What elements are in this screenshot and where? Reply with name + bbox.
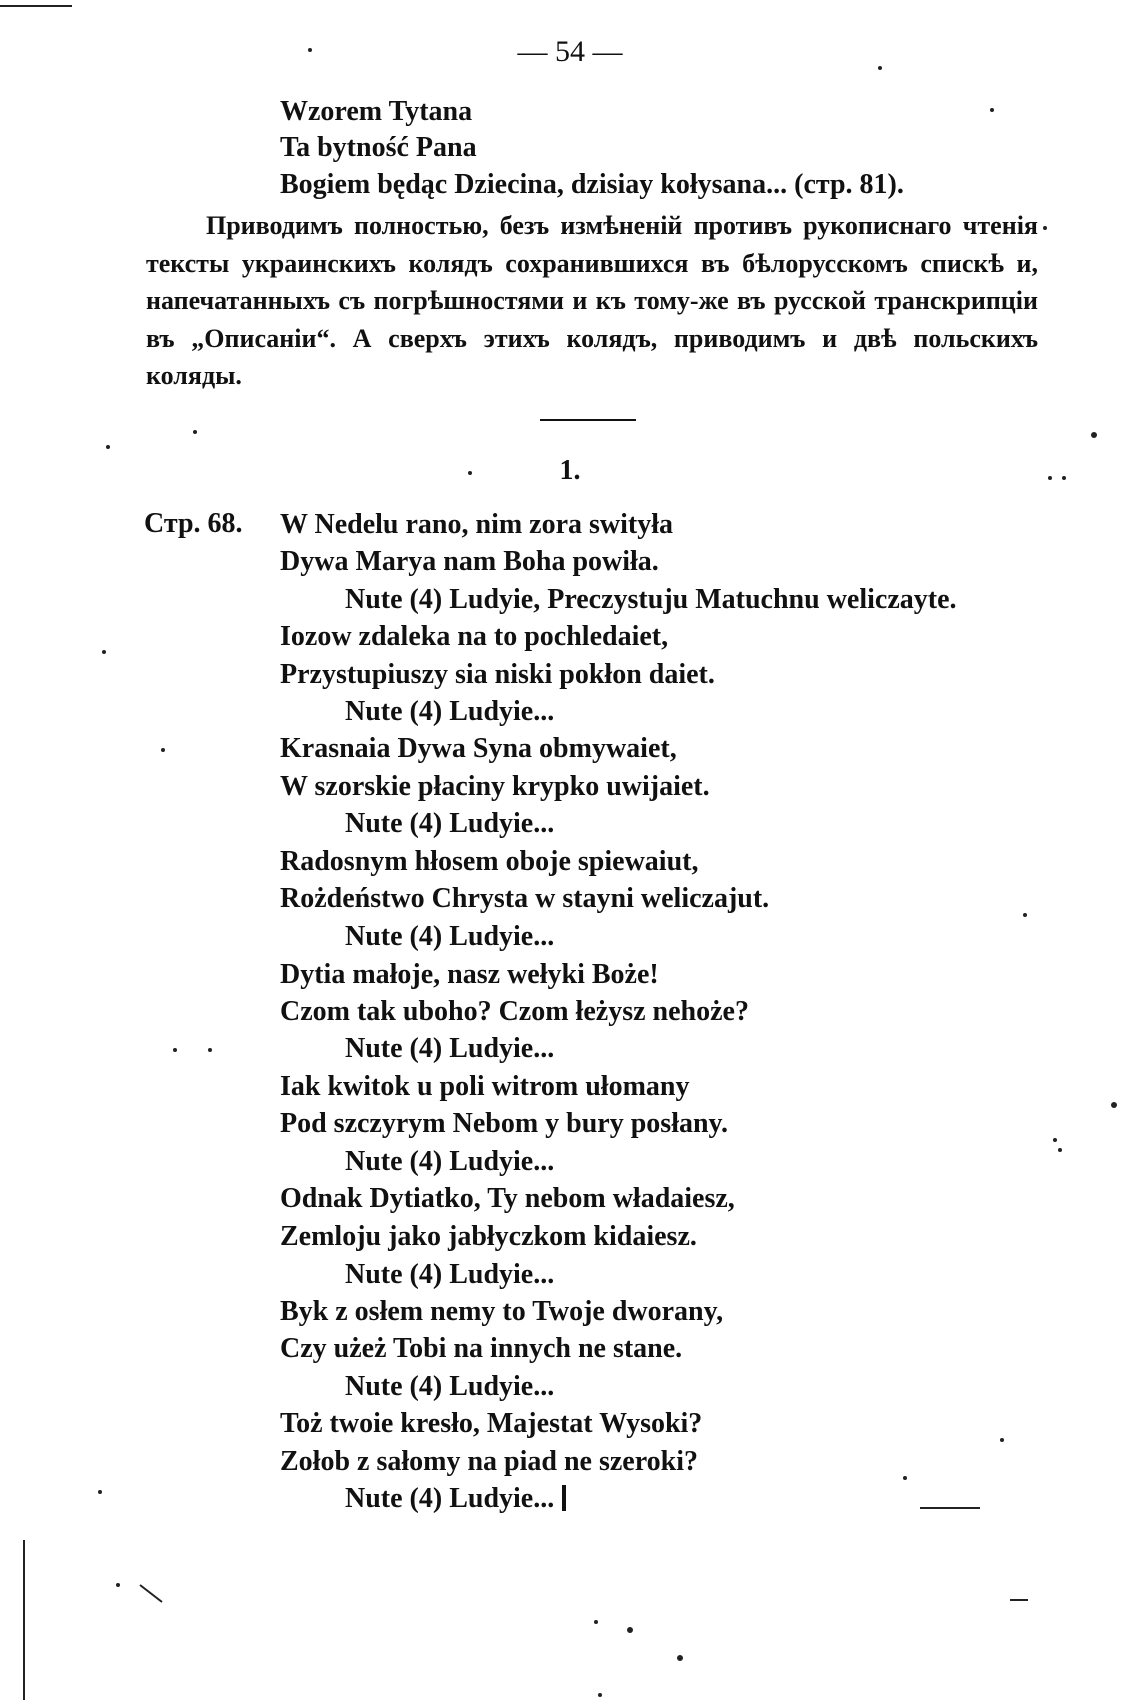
- carol-line: Przystupiuszy sia niski pokłon daiet.: [280, 659, 715, 690]
- carol-refrain: Nute (4) Ludyie, Preczystuju Matuchnu weliczayte.: [345, 584, 957, 615]
- carol-line: W szorskie płaciny krypko uwijaiet.: [280, 771, 710, 802]
- carol-line: Radosnym hłosem oboje spiewaiut,: [280, 846, 699, 877]
- carol-refrain-text: Nute (4) Ludyie...: [345, 1483, 555, 1514]
- intro-verse-line: Wzorem Tytana: [280, 96, 473, 127]
- page-number: — 54 —: [517, 35, 623, 68]
- carol-refrain: Nute (4) Ludyie...: [345, 696, 555, 727]
- carol-line: Toż twoie kresło, Majestat Wysoki?: [280, 1408, 703, 1439]
- carol-line: Rożdeństwo Chrysta w stayni weliczajut.: [280, 883, 770, 914]
- carol-refrain: Nute (4) Ludyie...: [345, 921, 555, 952]
- carol-line: Odnak Dytiatko, Ty nebom władaiesz,: [280, 1183, 735, 1214]
- carol-refrain: Nute (4) Ludyie...: [345, 808, 555, 839]
- carol-line: Pod szczyrym Nebom y bury posłany.: [280, 1108, 728, 1139]
- carol-refrain: Nute (4) Ludyie...: [345, 1259, 555, 1290]
- carol-refrain: Nute (4) Ludyie...: [345, 1146, 555, 1177]
- carol-refrain: Nute (4) Ludyie...: [345, 1033, 555, 1064]
- carol-refrain: Nute (4) Ludyie...: [345, 1371, 555, 1402]
- carol-line: Iak kwitok u poli witrom ułomany: [280, 1071, 690, 1102]
- carol-line: Dytia małoje, nasz wełyki Boże!: [280, 959, 659, 990]
- carol-line: Iozow zdaleka na to pochledaiet,: [280, 621, 669, 652]
- carol-line: Zołob z sałomy na piad ne szeroki?: [280, 1446, 698, 1477]
- carol-line: W Nedelu rano, nim zora swityła: [280, 509, 674, 540]
- intro-verse-line: Ta bytność Pana: [280, 132, 477, 163]
- intro-verse-line: Bogiem będąc Dziecina, dzisiay kołysana... (стр. 81).: [280, 169, 904, 200]
- paragraph-text: Приводимъ полностью, безъ измѣненій противъ рукописнаго чтенія тексты украинскихъ колядъ сохранившихся въ бѣлорусскомъ спискѣ и, напечатанныхъ съ погрѣшностями и къ тому-же въ русской транскрипціи въ „Описаніи“. А сверхъ этихъ колядъ, приводимъ и двѣ польскихъ коляды.: [146, 211, 1038, 390]
- carol-line: Czom tak uboho? Czom łeżysz nehoże?: [280, 996, 749, 1027]
- page-reference: Стр. 68.: [144, 508, 243, 539]
- section-number: 1.: [559, 455, 581, 486]
- carol-line: Zemloju jako jabłyczkom kidaiesz.: [280, 1221, 697, 1252]
- carol-line: Krasnaia Dywa Syna obmywaiet,: [280, 733, 677, 764]
- carol-line: Dywa Marya nam Boha powiła.: [280, 546, 659, 577]
- carol-line: Czy użeż Tobi na innych ne stane.: [280, 1333, 683, 1364]
- carol-line: Byk z osłem nemy to Twoje dworany,: [280, 1296, 724, 1327]
